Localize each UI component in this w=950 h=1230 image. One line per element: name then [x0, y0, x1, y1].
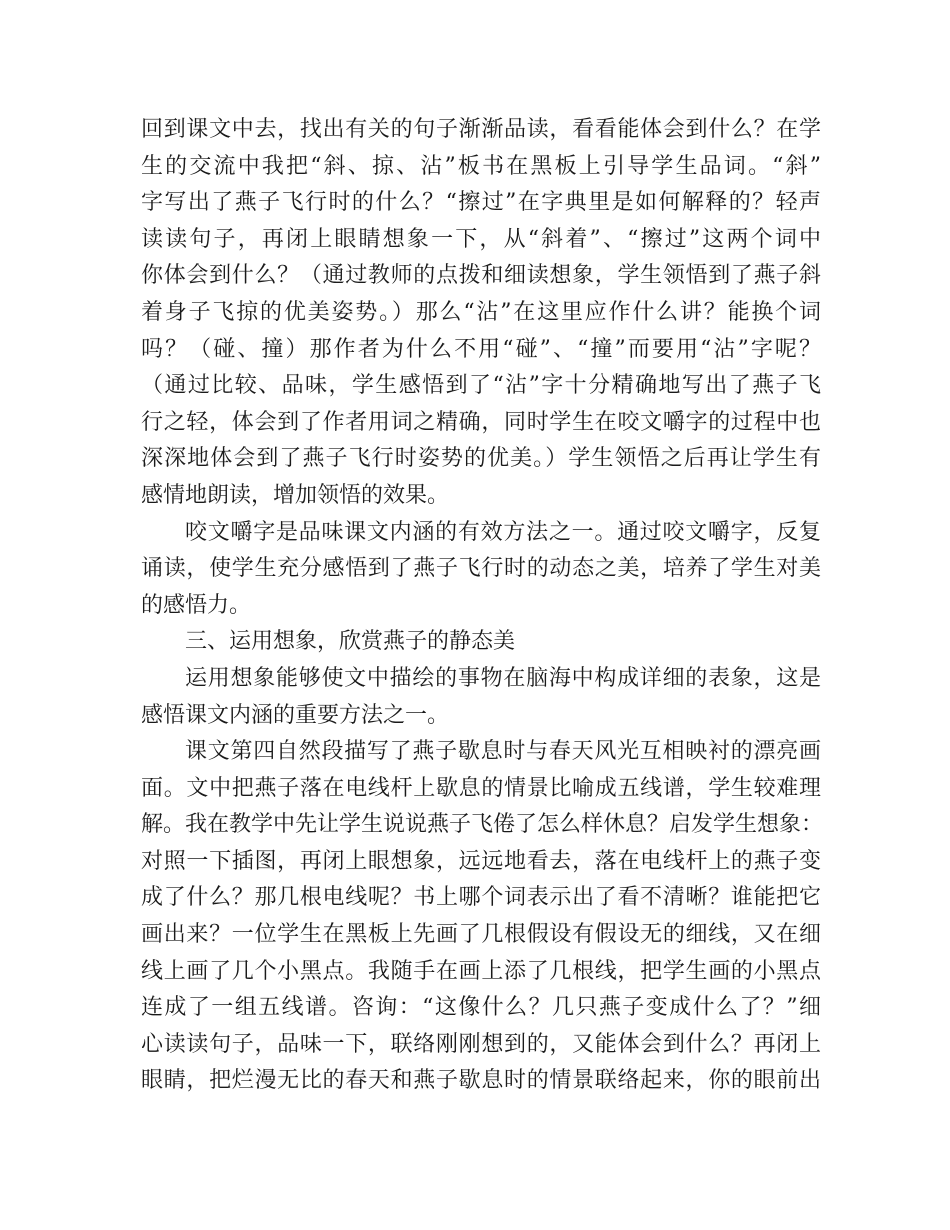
text-line: 运用想象能够使文中描绘的事物在脑海中构成详细的表象，这是 [185, 665, 821, 691]
text-line: 感情地朗读，增加领悟的效果。 [141, 482, 450, 508]
heading-text: 三、运用想象，欣赏燕子的静态美 [185, 629, 516, 655]
text-line: 生的交流中我把“斜、掠、沾”板书在黑板上引导学生品词。“斜” [141, 153, 821, 179]
text-line: 字写出了燕子飞行时的什么？“擦过”在字典里是如何解释的？轻声 [141, 190, 821, 216]
text-line: 成了什么？那几根电线呢？书上哪个词表示出了看不清晰？谁能把它 [141, 885, 821, 911]
document-body [141, 112, 824, 1100]
text-line: 回到课文中去，找出有关的句子渐渐品读，看看能体会到什么？在学 [141, 117, 821, 142]
text-line: 读读句子，再闭上眼睛想象一下，从“斜着”、“擦过”这两个词中 [141, 226, 821, 252]
text-line: 画出来？一位学生在黑板上先画了几根假设有假设无的细线，又在细 [141, 922, 821, 948]
text-line: 感悟课文内涵的重要方法之一。 [141, 702, 450, 728]
paragraph-1 [141, 112, 821, 515]
text-line: 着身子飞掠的优美姿势。）那么“沾”在这里应作什么讲？能换个词 [141, 299, 821, 325]
text-line: 行之轻，体会到了作者用词之精确，同时学生在咬文嚼字的过程中也 [141, 409, 821, 435]
text-line: 深深地体会到了燕子飞行时姿势的优美。）学生领悟之后再让学生有 [141, 446, 821, 472]
text-line: 吗？（碰、撞）那作者为什么不用“碰”、“撞”而要用“沾”字呢？ [141, 336, 821, 362]
text-line: 线上画了几个小黑点。我随手在画上添了几根线，把学生画的小黑点 [141, 958, 821, 984]
text-line: 面。文中把燕子落在电线杆上歇息的情景比喻成五线谱，学生较难理 [141, 775, 821, 801]
text-line: 心读读句子，品味一下，联络刚刚想到的，又能体会到什么？再闭上 [141, 1031, 821, 1057]
text-line: 咬文嚼字是品味课文内涵的有效方法之一。通过咬文嚼字，反复 [185, 519, 821, 545]
text-line: 对照一下插图，再闭上眼想象，远远地看去，落在电线杆上的燕子变 [141, 848, 821, 874]
paragraph-4 [141, 661, 821, 734]
section-heading [141, 624, 821, 661]
text-line: 诵读，使学生充分感悟到了燕子飞行时的动态之美，培养了学生对美 [141, 556, 821, 582]
text-line: 的感悟力。 [141, 592, 252, 618]
text-line: （通过比较、品味，学生感悟到了“沾”字十分精确地写出了燕子飞 [141, 373, 821, 399]
text-line: 你体会到什么？（通过教师的点拨和细读想象，学生领悟到了燕子斜 [141, 263, 821, 289]
paragraph-5 [141, 734, 824, 1100]
text-line: 课文第四自然段描写了燕子歇息时与春天风光互相映衬的漂亮画 [185, 739, 821, 765]
text-line: 眼睛，把烂漫无比的春天和燕子歇息时的情景联络起来，你的眼前出 [141, 1068, 821, 1094]
text-line: 解。我在教学中先让学生说说燕子飞倦了怎么样休息？启发学生想象： [141, 812, 824, 838]
text-line: 连成了一组五线谱。咨询：“这像什么？几只燕子变成什么了？”细 [141, 995, 821, 1021]
paragraph-2 [141, 515, 821, 625]
